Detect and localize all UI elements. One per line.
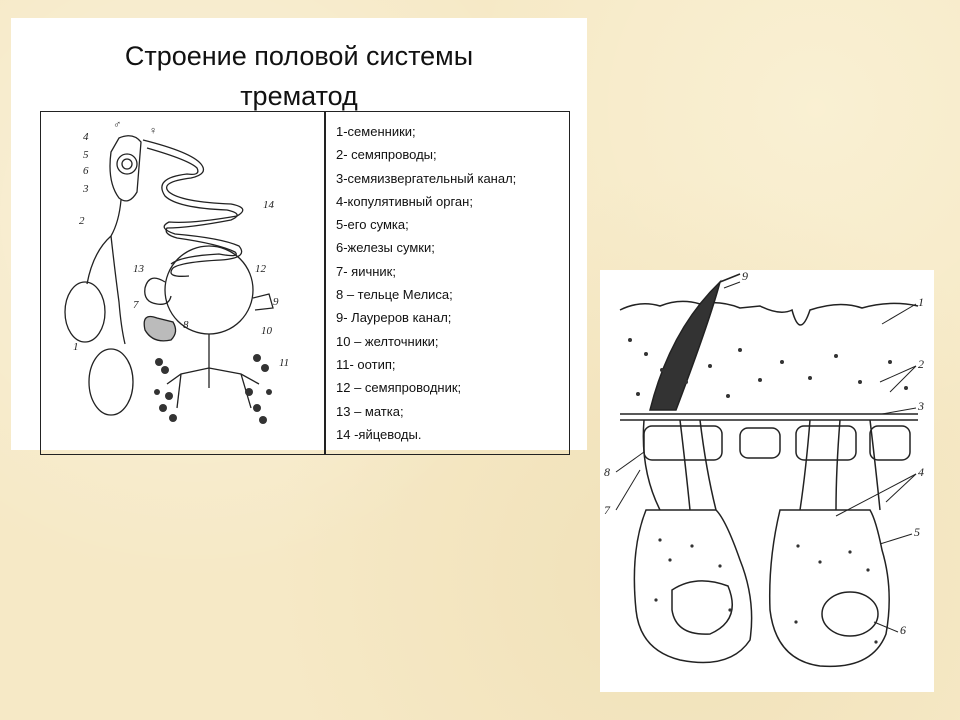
left-label-7: 7 — [133, 299, 139, 311]
legend-item: 11- оотип; — [336, 356, 396, 372]
legend-item: 5-его сумка; — [336, 217, 409, 233]
reproductive-system-drawing — [41, 112, 324, 453]
female-symbol: ♀ — [149, 125, 158, 137]
legend-item: 7- яичник; — [336, 263, 396, 279]
left-label-6: 6 — [83, 165, 89, 177]
tegument-figure-panel — [600, 270, 934, 692]
legend-item: 10 – желточники; — [336, 333, 439, 349]
tegument-cross-section-drawing — [600, 270, 934, 692]
trematode-reproductive-figure — [40, 111, 570, 455]
left-label-12: 12 — [255, 263, 266, 275]
legend-item: 14 -яйцеводы. — [336, 426, 422, 442]
left-slide-panel — [11, 18, 587, 450]
right-label-2: 2 — [918, 357, 924, 371]
left-label-9: 9 — [273, 296, 279, 308]
left-label-5: 5 — [83, 149, 89, 161]
title-line-2: трематод — [240, 81, 358, 111]
left-label-13: 13 — [133, 263, 144, 275]
left-label-8: 8 — [183, 319, 189, 331]
legend-item: 4-копулятивный орган; — [336, 193, 473, 209]
figure-divider-line — [324, 112, 326, 454]
title-line-1: Строение половой системы — [124, 41, 474, 71]
left-label-10: 10 — [261, 325, 272, 337]
right-label-3: 3 — [918, 399, 924, 413]
right-label-1: 1 — [918, 295, 924, 309]
right-label-5: 5 — [914, 525, 920, 539]
left-label-2: 2 — [79, 215, 85, 227]
legend-item: 9- Лауреров канал; — [336, 310, 452, 326]
left-label-3: 3 — [83, 183, 89, 195]
right-label-9: 9 — [742, 270, 748, 283]
right-label-8: 8 — [604, 465, 610, 479]
legend-list — [336, 120, 566, 446]
legend-item: 2- семяпроводы; — [336, 147, 437, 163]
legend-item: 8 – тельце Мелиса; — [336, 287, 453, 303]
right-label-4: 4 — [918, 465, 924, 479]
legend-item: 13 – матка; — [336, 403, 404, 419]
slide-title — [11, 36, 587, 116]
male-symbol: ♂ — [113, 119, 122, 131]
legend-item: 1-семенники; — [336, 124, 416, 139]
legend-item: 12 – семяпроводник; — [336, 380, 462, 396]
legend-item: 3-семяизвергательный канал; — [336, 170, 517, 186]
left-label-4: 4 — [83, 131, 89, 143]
right-label-6: 6 — [900, 623, 906, 637]
left-label-14: 14 — [263, 199, 274, 211]
right-label-7: 7 — [604, 503, 610, 517]
legend-item: 6-железы сумки; — [336, 240, 435, 256]
left-label-1: 1 — [73, 341, 79, 353]
left-label-11: 11 — [279, 357, 290, 369]
